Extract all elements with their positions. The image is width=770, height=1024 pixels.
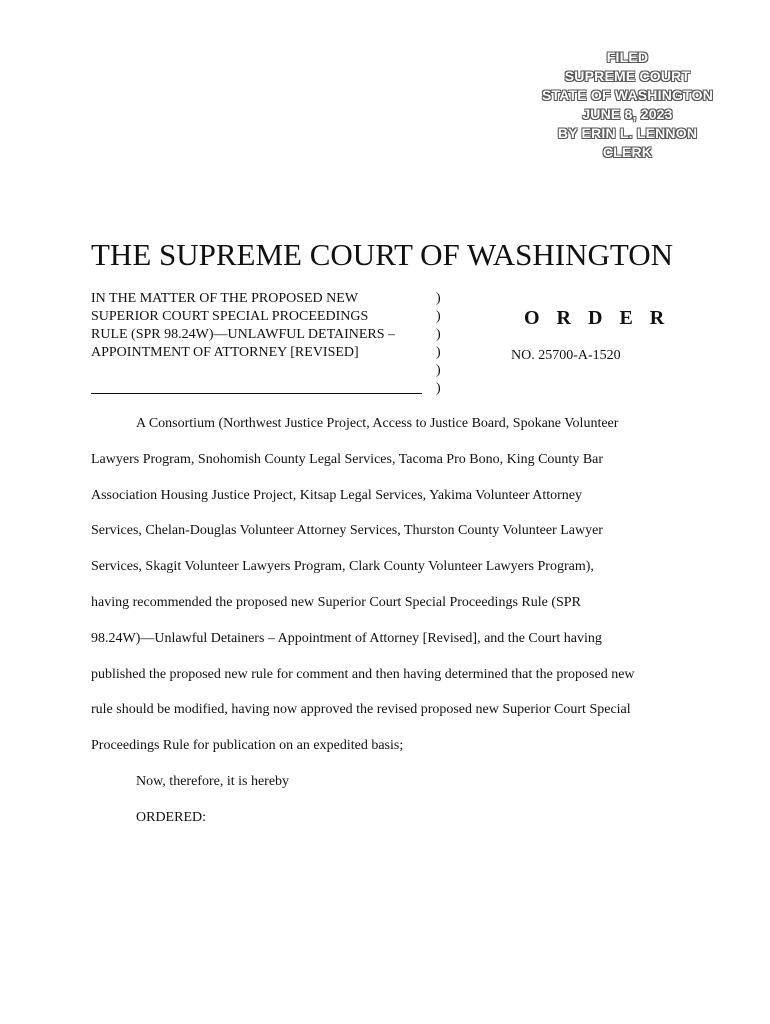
- order-body: [91, 413, 691, 843]
- stamp-line-clerk: CLERK: [602, 144, 653, 160]
- caption-divider: [91, 393, 422, 394]
- stamp-line-clerk-name: BY ERIN L. LENNON: [557, 125, 698, 141]
- body-line: having recommended the proposed new Superior Court Special Proceedings Rule (SPR: [91, 594, 581, 610]
- body-line: A Consortium (Northwest Justice Project, Access to Justice Board, Spokane Volunteer: [136, 416, 619, 431]
- caption-paren: ): [436, 327, 441, 342]
- filing-stamp: [520, 48, 735, 162]
- body-line-ordered: ORDERED:: [136, 809, 206, 825]
- case-caption: [91, 290, 431, 362]
- caption-paren: ): [436, 309, 441, 324]
- caption-paren: ): [436, 345, 441, 360]
- caption-parentheses: [436, 290, 441, 398]
- court-title: THE SUPREME COURT OF WASHINGTON: [91, 237, 674, 272]
- docket-number: NO. 25700-A-1520: [511, 348, 621, 363]
- body-line: Proceedings Rule for publication on an expedited basis;: [91, 738, 404, 754]
- body-line: 98.24W)—Unlawful Detainers – Appointment of Attorney [Revised], and the Court having: [91, 630, 602, 646]
- caption-paren: ): [436, 381, 441, 396]
- stamp-line-date: JUNE 8, 2023: [582, 106, 673, 122]
- caption-line: APPOINTMENT OF ATTORNEY [REVISED]: [91, 345, 359, 360]
- body-line: Association Housing Justice Project, Kitsap Legal Services, Yakima Volunteer Attorney: [91, 487, 582, 503]
- order-heading: O R D E R: [524, 307, 671, 329]
- caption-paren: ): [436, 363, 441, 378]
- body-line: Lawyers Program, Snohomish County Legal Services, Tacoma Pro Bono, King County Bar: [91, 451, 604, 467]
- body-line: Now, therefore, it is hereby: [136, 773, 290, 789]
- body-line: published the proposed new rule for comment and then having determined that the proposed new: [91, 666, 635, 682]
- caption-line: SUPERIOR COURT SPECIAL PROCEEDINGS: [91, 309, 369, 324]
- stamp-line-filed: FILED: [606, 49, 649, 65]
- stamp-line-court: SUPREME COURT: [564, 68, 691, 84]
- caption-line: IN THE MATTER OF THE PROPOSED NEW: [91, 291, 359, 306]
- caption-line: RULE (SPR 98.24W)—UNLAWFUL DETAINERS –: [91, 327, 396, 342]
- body-line: Services, Chelan-Douglas Volunteer Attorney Services, Thurston County Volunteer Lawyer: [91, 523, 603, 539]
- caption-paren: ): [436, 291, 441, 306]
- body-line: Services, Skagit Volunteer Lawyers Program, Clark County Volunteer Lawyers Program),: [91, 559, 594, 575]
- stamp-line-state: STATE OF WASHINGTON: [541, 87, 714, 103]
- body-line: rule should be modified, having now approved the revised proposed new Superior Court Special: [91, 702, 631, 718]
